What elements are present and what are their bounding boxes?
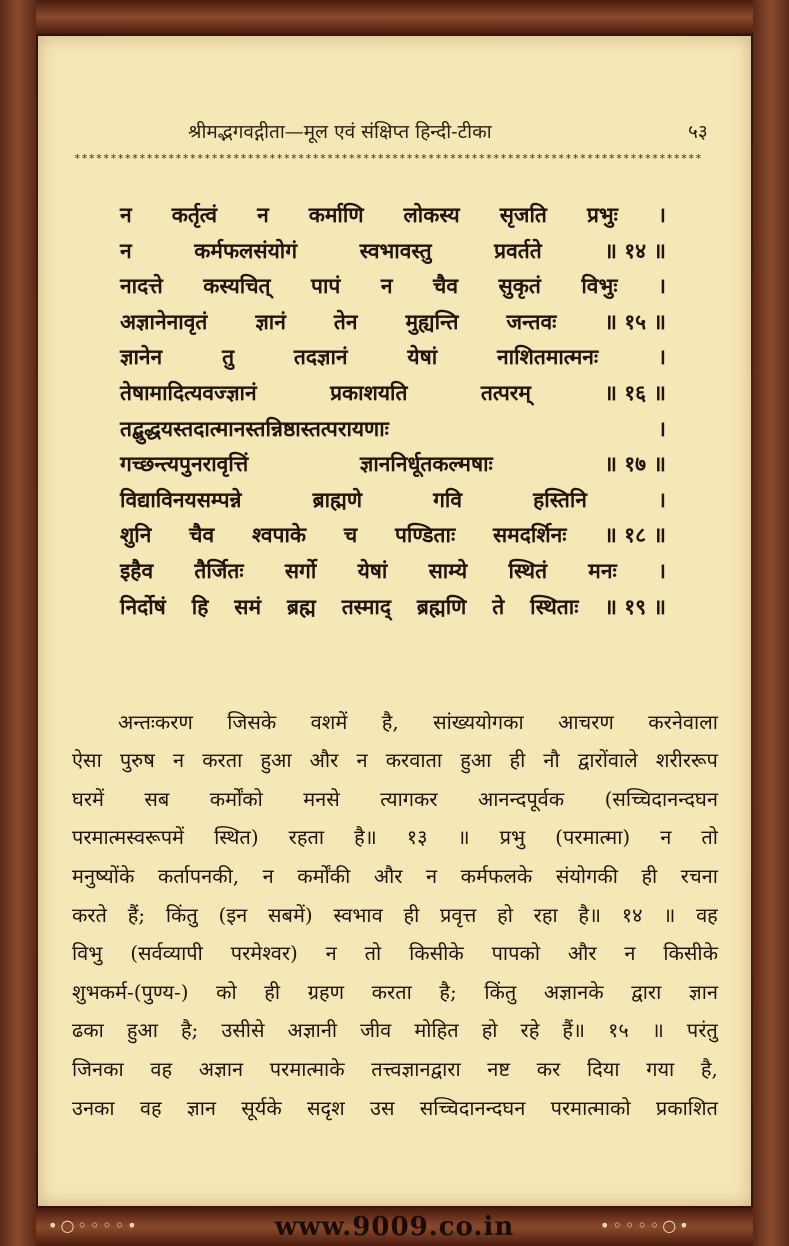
commentary-word: और [567,941,597,966]
commentary-word: है॥ [578,902,602,927]
verse-word: कर्मफलसंयोगं [194,237,298,263]
commentary-line [72,1090,718,1124]
commentary-word: जीव [360,1018,392,1043]
verse-word: गवि [433,486,463,512]
commentary-word: और [373,863,403,888]
commentary-word: रचना [680,863,718,888]
verse-word: तेषामादित्यवज्ज्ञानं [120,380,257,405]
footer-website[interactable]: www.9009.co.in [274,1212,515,1242]
verse-word: अज्ञानेनावृतं [120,308,208,334]
commentary-word: मोहित [414,1018,459,1043]
verse-line [120,269,666,303]
commentary-word: ॥ [651,1018,664,1043]
commentary-word: परमेश्वर) [230,941,298,966]
commentary-word: जिनका [72,1056,124,1081]
verse-word: साम्ये [428,558,468,583]
verse-word: तदज्ञानं [293,344,348,370]
commentary-word: पापको [491,941,541,966]
verse-word: ज्ञाननिर्धूतकल्मषाः [359,451,493,477]
commentary-word: है; [439,979,457,1004]
commentary-word: स्थित) [214,825,259,850]
verse-word: प्रवर्तते [494,237,542,263]
commentary-word: वह [139,1095,162,1120]
verse-word: लोकस्य [403,202,460,227]
commentary-word: हुआ [126,1018,158,1043]
commentary-word: पुरुष [119,748,155,773]
verse-word: विभुः [581,273,618,299]
verse-word: तद्बुद्धयस्तदात्मानस्तन्निष्ठास्तत्परायणाः [120,415,389,441]
commentary-word: करता [371,979,412,1004]
commentary-word: स्वभाव [333,902,383,927]
verse-line [120,554,666,588]
commentary-word: तो [701,825,718,850]
verse-word: कर्तृत्वं [171,202,218,227]
verse-word: चैव [433,273,459,299]
commentary-word: ऐसा [72,748,102,773]
commentary-word: आनन्दपूर्वक [477,786,565,811]
verse-word: तु [222,344,235,370]
verse-word: सृजति [499,202,547,227]
commentary-word: द्वारोंवाले [577,748,638,773]
verse-word: ॥ १८ ॥ [604,522,666,548]
commentary-word: आचरण [558,709,614,734]
verse-word: तत्परम् [480,380,531,405]
commentary-word: किसीके [409,941,464,966]
verse-word: च [343,522,358,548]
commentary-word: न [325,941,337,966]
commentary-line [72,897,718,931]
commentary-word: १३ [406,825,428,850]
verse-word: । [658,486,666,512]
commentary-word: हैं॥ [562,1018,585,1043]
verse-word: प्रभुः [586,202,618,227]
commentary-word: ॥ [663,902,676,927]
verse-line [120,340,666,374]
commentary-word: सूर्यके [241,1095,282,1120]
star-separator: *************************************************************************************** [74,152,703,165]
commentary-word: हुआ [260,748,292,773]
commentary-word: सांख्ययोगका [433,709,524,734]
commentary-line [72,781,718,815]
commentary-word: सच्चिदानन्दघन [419,1095,526,1120]
commentary-word: सबमें) [268,902,313,927]
commentary-word: (सच्चिदानन्दघन [604,786,718,811]
commentary-word: ग्रहण [307,979,345,1004]
verse-word: । [658,558,666,583]
verse-line [120,234,666,268]
commentary-word: हैं; [127,902,146,927]
verse-word: । [658,415,666,441]
commentary-word: न [172,748,185,773]
commentary-word: करता [202,748,243,773]
commentary-word: ही [264,979,281,1004]
commentary-word: ही [641,863,658,888]
commentary-word: न [426,863,438,888]
commentary-word: वशमें [310,709,348,734]
commentary-word: परमात्माको [550,1095,631,1120]
commentary-line [118,704,718,738]
verse-word: सुकृतं [498,273,541,299]
commentary-word: उसीसे [221,1018,265,1043]
verse-word: न [380,273,393,299]
verse-line [120,305,666,339]
header-title: श्रीमद्भगवद्गीता—मूल एवं संक्षिप्त हिन्दी-टीका [188,121,492,143]
commentary-word: उनका [72,1095,115,1120]
commentary-line [72,820,718,854]
verse-word: तैर्जितः [194,558,244,583]
commentary-word: वह [696,902,718,927]
commentary-word: कर्मोंकी [297,863,351,888]
verse-word: तेन [333,308,358,334]
verse-word: ॥ १५ ॥ [604,308,666,334]
commentary-word: रहता [288,825,325,850]
verse-word: हि [191,593,209,619]
commentary-word: कर [536,1056,561,1081]
commentary-word: (परमात्मा) [555,825,631,850]
frame-border-right [753,0,789,1246]
commentary-word: ही [403,902,420,927]
commentary-word: है; [180,1018,199,1043]
verse-word: मुह्यन्ति [405,308,459,334]
verse-word: निर्दोषं [120,593,166,619]
footer-ornament-left: •○◦◦◦◦• [48,1216,140,1235]
verse-word: प्रकाशयति [330,380,408,405]
commentary-line [72,1013,718,1047]
verse-word: श्वपाके [251,522,307,548]
commentary-word: १५ [608,1018,629,1043]
commentary-word: है, [381,709,399,734]
commentary-word: किंतु [165,902,198,927]
verse-word: पापं [311,273,341,299]
commentary-word: परंतु [686,1018,718,1043]
commentary-word: रहे [520,1018,540,1043]
commentary-word: सब [144,786,170,811]
verse-word: समदर्शिनः [492,522,567,548]
commentary-word: अज्ञान [198,1056,244,1081]
commentary-word: ज्ञान [688,979,718,1004]
commentary-word: किंतु [484,979,517,1004]
commentary-word: वह [150,1056,173,1081]
verse-word: ब्रह्म [286,593,316,619]
verse-line [120,376,666,410]
verse-word: तस्माद् [341,593,391,619]
commentary-word: परमात्माके [269,1056,345,1081]
verse-word: सर्गो [284,558,317,583]
commentary-word: अज्ञानके [543,979,604,1004]
verse-word: ते [492,593,505,619]
commentary-word: करवाता [385,748,443,773]
commentary-word: सदृश [307,1095,345,1120]
commentary-word: न [262,863,274,888]
verse-word: येषां [357,558,388,583]
verse-word: ब्राह्मणे [312,486,363,512]
verse-word: शुनि [120,522,152,548]
verse-word: । [658,344,666,370]
commentary-word: प्रकाशित [655,1095,718,1120]
verse-word: येषां [407,344,438,370]
running-header [0,118,789,144]
verse-word: ॥ १७ ॥ [604,451,666,477]
verse-word: स्थितं [508,558,548,583]
page-number: ५३ [688,121,708,143]
verse-word: स्वभावस्तु [359,237,432,263]
commentary-word: कर्मोंको [209,786,263,811]
verse-word: नाशितमात्मनः [497,344,599,370]
commentary-line [72,936,718,970]
verse-word: ज्ञानं [255,308,286,334]
verse-line [120,518,666,552]
commentary-word: प्रभु [499,825,526,850]
commentary-word: घरमें [72,786,104,811]
commentary-line [72,1051,718,1085]
verse-line [120,483,666,517]
commentary-word: तत्त्वज्ञानद्वारा [371,1056,461,1081]
commentary-word: नष्ट [487,1056,511,1081]
commentary-word: कर्तापनकी, [157,863,240,888]
verse-word: स्थिताः [530,593,579,619]
verse-word: चैव [189,522,215,548]
commentary-word: प्रवृत्त [440,902,477,927]
verse-word: न [120,202,132,227]
commentary-word: नौ [543,748,560,773]
commentary-line [72,858,718,892]
commentary-word: विभु [72,941,103,966]
commentary-word: (इन [218,902,248,927]
verse-word: गच्छन्त्यपुनरावृत्तिं [120,451,249,477]
commentary-word: शुभकर्म-(पुण्य-) [72,979,189,1004]
commentary-word: द्वारा [631,979,662,1004]
verse-word: जन्तवः [506,308,557,334]
commentary-word: तो [364,941,382,966]
commentary-word: त्यागकर [380,786,438,811]
commentary-word: अन्तःकरण [118,709,193,734]
verse-line [120,447,666,481]
commentary-word: मनुष्योंके [72,863,135,888]
verse-word: ॥ १६ ॥ [604,380,666,405]
commentary-word: हो [497,902,513,927]
commentary-word: ज्ञान [186,1095,216,1120]
verse-line [120,412,666,446]
verse-word: । [657,202,666,227]
commentary-word: और [309,748,339,773]
frame-border-left [0,0,36,1246]
verse-line [120,198,666,232]
commentary-word: रहा [533,902,558,927]
verse-word: विद्याविनयसम्पन्ने [120,486,242,512]
verse-word: मनः [588,558,617,583]
commentary-word: अज्ञानी [287,1018,338,1043]
commentary-word: परमात्मस्वरूपमें [72,825,185,850]
commentary-word: ॥ [457,825,470,850]
verse-word: न [120,237,132,263]
commentary-word: दिया [586,1056,620,1081]
commentary-word: को [216,979,237,1004]
commentary-word: गया [646,1056,675,1081]
verse-word: पण्डिताः [394,522,456,548]
commentary-word: है, [700,1056,718,1081]
commentary-word: जिसके [227,709,277,734]
verse-word: कर्माणि [308,202,364,227]
verse-word: ॥ १४ ॥ [604,237,666,263]
commentary-word: हो [481,1018,498,1043]
footer-ornament-right: •◦◦◦◦○• [600,1216,692,1235]
verse-word: इहैव [120,558,154,583]
verse-word: ब्रह्मणि [416,593,467,619]
commentary-word: है॥ [354,825,377,850]
frame-border-top [0,0,789,34]
verse-word: नादत्ते [120,273,163,299]
verse-word: कस्यचित् [203,273,271,299]
commentary-word: कर्मफलके [460,863,533,888]
commentary-word: न [624,941,636,966]
commentary-word: मनसे [303,786,340,811]
commentary-word: ही [509,748,526,773]
verse-word: ज्ञानेन [120,344,163,370]
commentary-word: करते [72,902,107,927]
commentary-word: किसीके [663,941,718,966]
verse-word: हस्तिनि [533,486,587,512]
commentary-word: न [660,825,672,850]
commentary-word: ढका [72,1018,104,1043]
commentary-word: करनेवाला [648,709,718,734]
verse-word: समं [234,593,262,619]
verse-line [120,590,666,624]
commentary-word: १४ [621,902,643,927]
commentary-word: संयोगकी [555,863,618,888]
verse-word: ॥ १९ ॥ [604,593,666,619]
commentary-word: हुआ [460,748,492,773]
commentary-word: शरीररूप [655,748,718,773]
commentary-word: उस [370,1095,395,1120]
commentary-word: (सर्वव्यापी [130,941,203,966]
verse-word: । [658,273,666,299]
commentary-word: न [356,748,368,773]
verse-word: न [257,202,269,227]
commentary-line [72,743,718,777]
commentary-line [72,974,718,1008]
